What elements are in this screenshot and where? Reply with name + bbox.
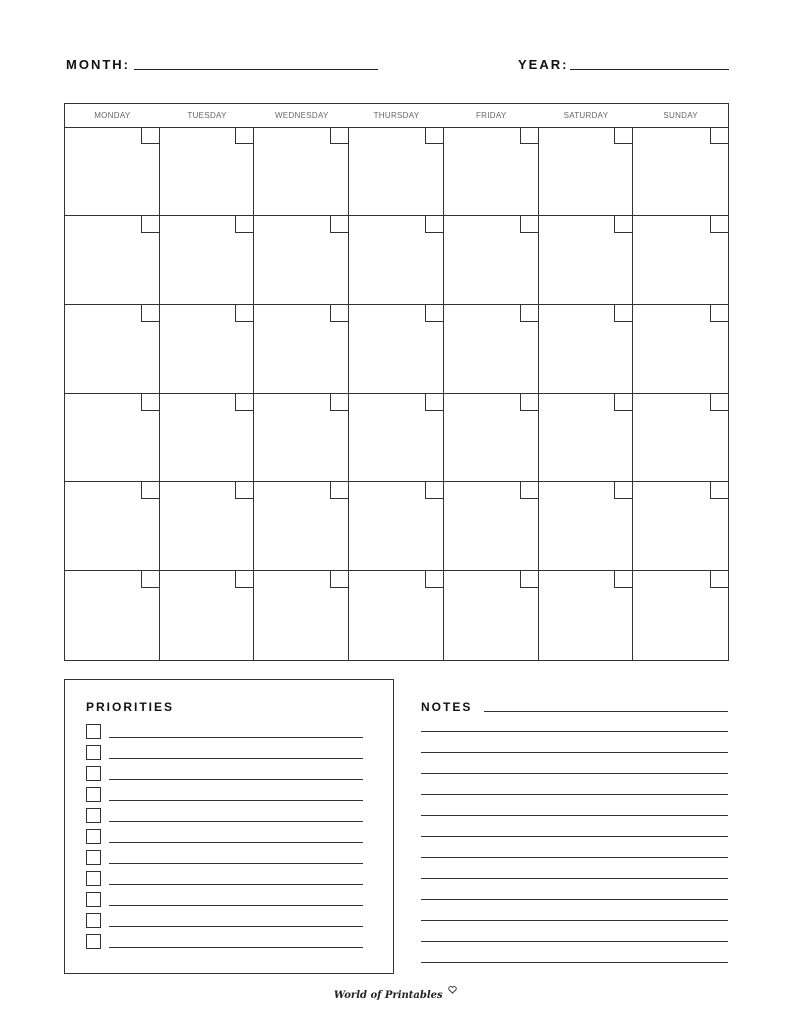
priority-checkbox[interactable]	[86, 808, 101, 823]
priority-item	[86, 724, 363, 741]
notes-write-line[interactable]	[421, 815, 728, 816]
weekday-header	[65, 104, 728, 128]
priority-checkbox[interactable]	[86, 850, 101, 865]
date-number-box[interactable]	[141, 482, 159, 499]
date-number-box[interactable]	[425, 482, 443, 499]
month-label: MONTH:	[66, 57, 130, 72]
year-field-line[interactable]	[570, 69, 729, 70]
day-cell[interactable]	[633, 305, 728, 394]
priority-checkbox[interactable]	[86, 934, 101, 949]
date-number-box[interactable]	[235, 127, 253, 144]
date-number-box[interactable]	[235, 305, 253, 322]
priority-write-line[interactable]	[109, 737, 363, 738]
date-number-box[interactable]	[520, 394, 538, 411]
day-cell[interactable]	[65, 305, 160, 394]
day-cell[interactable]	[633, 571, 728, 660]
day-cell[interactable]	[160, 571, 255, 660]
day-cell[interactable]	[539, 216, 634, 305]
day-cell[interactable]	[160, 127, 255, 216]
priority-write-line[interactable]	[109, 947, 363, 948]
priority-write-line[interactable]	[109, 884, 363, 885]
priority-checkbox[interactable]	[86, 787, 101, 802]
date-number-box[interactable]	[614, 482, 632, 499]
date-number-box[interactable]	[235, 571, 253, 588]
day-cell[interactable]	[539, 571, 634, 660]
date-number-box[interactable]	[141, 216, 159, 233]
priority-checkbox[interactable]	[86, 724, 101, 739]
day-cell[interactable]	[160, 216, 255, 305]
day-cell[interactable]	[65, 571, 160, 660]
priority-checkbox[interactable]	[86, 892, 101, 907]
priority-item	[86, 808, 363, 825]
day-cell[interactable]	[633, 482, 728, 571]
notes-write-line[interactable]	[421, 920, 728, 921]
notes-write-line[interactable]	[421, 962, 728, 963]
priority-item	[86, 934, 363, 951]
calendar-grid	[64, 103, 729, 661]
priority-checkbox[interactable]	[86, 871, 101, 886]
day-cell[interactable]	[160, 482, 255, 571]
notes-write-line[interactable]	[421, 899, 728, 900]
notes-write-line[interactable]	[421, 857, 728, 858]
day-cell[interactable]	[633, 216, 728, 305]
notes-write-line[interactable]	[421, 941, 728, 942]
date-number-box[interactable]	[520, 482, 538, 499]
weekday-label: SUNDAY	[663, 111, 698, 120]
day-cell[interactable]	[65, 394, 160, 483]
priority-item	[86, 745, 363, 762]
day-cell[interactable]	[254, 305, 349, 394]
day-cell[interactable]	[65, 482, 160, 571]
priorities-panel	[64, 679, 394, 974]
date-number-box[interactable]	[235, 394, 253, 411]
priority-item	[86, 766, 363, 783]
weekday-label: FRIDAY	[475, 111, 507, 120]
priority-item	[86, 787, 363, 804]
day-cell[interactable]	[539, 127, 634, 216]
date-number-box[interactable]	[520, 305, 538, 322]
day-cell[interactable]	[539, 305, 634, 394]
brand-footer	[0, 990, 791, 1001]
weekday-label: THURSDAY	[373, 111, 420, 120]
notes-write-line[interactable]	[421, 773, 728, 774]
priority-item	[86, 871, 363, 888]
date-number-box[interactable]	[425, 571, 443, 588]
priority-checkbox[interactable]	[86, 913, 101, 928]
date-number-box[interactable]	[330, 482, 348, 499]
date-number-box[interactable]	[614, 127, 632, 144]
weekday-label: SATURDAY	[563, 111, 609, 120]
date-number-box[interactable]	[520, 571, 538, 588]
priority-write-line[interactable]	[109, 821, 363, 822]
date-number-box[interactable]	[710, 305, 728, 322]
priority-item	[86, 913, 363, 930]
date-number-box[interactable]	[330, 394, 348, 411]
day-cell[interactable]	[254, 482, 349, 571]
priority-checkbox[interactable]	[86, 829, 101, 844]
date-number-box[interactable]	[141, 394, 159, 411]
day-cell[interactable]	[444, 571, 539, 660]
date-number-box[interactable]	[141, 305, 159, 322]
priority-checkbox[interactable]	[86, 766, 101, 781]
priority-write-line[interactable]	[109, 863, 363, 864]
day-cell[interactable]	[254, 394, 349, 483]
notes-write-line[interactable]	[421, 836, 728, 837]
day-cell[interactable]	[349, 305, 444, 394]
date-number-box[interactable]	[710, 127, 728, 144]
priority-write-line[interactable]	[109, 842, 363, 843]
date-number-box[interactable]	[710, 394, 728, 411]
calendar-days	[65, 127, 728, 660]
heart-outline-icon	[448, 986, 457, 997]
day-cell[interactable]	[349, 482, 444, 571]
date-number-box[interactable]	[520, 216, 538, 233]
date-number-box[interactable]	[425, 305, 443, 322]
notes-write-line[interactable]	[421, 794, 728, 795]
date-number-box[interactable]	[330, 216, 348, 233]
day-cell[interactable]	[633, 394, 728, 483]
day-cell[interactable]	[444, 482, 539, 571]
weekday-label: MONDAY	[94, 111, 131, 120]
date-number-box[interactable]	[710, 482, 728, 499]
notes-write-line[interactable]	[421, 878, 728, 879]
day-cell[interactable]	[444, 394, 539, 483]
priority-write-line[interactable]	[109, 926, 363, 927]
day-cell[interactable]	[254, 216, 349, 305]
day-cell[interactable]	[444, 305, 539, 394]
day-cell[interactable]	[160, 305, 255, 394]
priority-write-line[interactable]	[109, 758, 363, 759]
day-cell[interactable]	[539, 394, 634, 483]
day-cell[interactable]	[444, 127, 539, 216]
priorities-title: PRIORITIES	[86, 700, 175, 714]
month-field-line[interactable]	[134, 69, 378, 70]
priority-write-line[interactable]	[109, 779, 363, 780]
date-number-box[interactable]	[614, 216, 632, 233]
weekday-label: WEDNESDAY	[274, 111, 329, 120]
date-number-box[interactable]	[520, 127, 538, 144]
date-number-box[interactable]	[710, 216, 728, 233]
day-cell[interactable]	[254, 571, 349, 660]
date-number-box[interactable]	[425, 216, 443, 233]
day-cell[interactable]	[539, 482, 634, 571]
date-number-box[interactable]	[425, 394, 443, 411]
priority-item	[86, 829, 363, 846]
date-number-box[interactable]	[235, 216, 253, 233]
date-number-box[interactable]	[710, 571, 728, 588]
date-number-box[interactable]	[330, 571, 348, 588]
date-number-box[interactable]	[614, 571, 632, 588]
day-cell[interactable]	[349, 394, 444, 483]
date-number-box[interactable]	[614, 305, 632, 322]
priority-item	[86, 850, 363, 867]
date-number-box[interactable]	[330, 305, 348, 322]
notes-write-line[interactable]	[421, 752, 728, 753]
year-label: YEAR:	[518, 57, 569, 72]
priority-write-line[interactable]	[109, 800, 363, 801]
priority-checkbox[interactable]	[86, 745, 101, 760]
brand-name: World of Printables	[333, 990, 443, 1001]
weekday-label: TUESDAY	[187, 111, 227, 120]
priority-item	[86, 892, 363, 909]
date-number-box[interactable]	[141, 571, 159, 588]
day-cell[interactable]	[349, 571, 444, 660]
day-cell[interactable]	[65, 216, 160, 305]
date-number-box[interactable]	[141, 127, 159, 144]
day-cell[interactable]	[160, 394, 255, 483]
notes-write-line[interactable]	[421, 731, 728, 732]
date-number-box[interactable]	[425, 127, 443, 144]
day-cell[interactable]	[254, 127, 349, 216]
day-cell[interactable]	[444, 216, 539, 305]
date-number-box[interactable]	[235, 482, 253, 499]
day-cell[interactable]	[349, 216, 444, 305]
date-number-box[interactable]	[330, 127, 348, 144]
day-cell[interactable]	[349, 127, 444, 216]
notes-title: NOTES	[421, 700, 473, 714]
day-cell[interactable]	[65, 127, 160, 216]
day-cell[interactable]	[633, 127, 728, 216]
date-number-box[interactable]	[614, 394, 632, 411]
priority-write-line[interactable]	[109, 905, 363, 906]
notes-title-line[interactable]	[484, 711, 728, 712]
